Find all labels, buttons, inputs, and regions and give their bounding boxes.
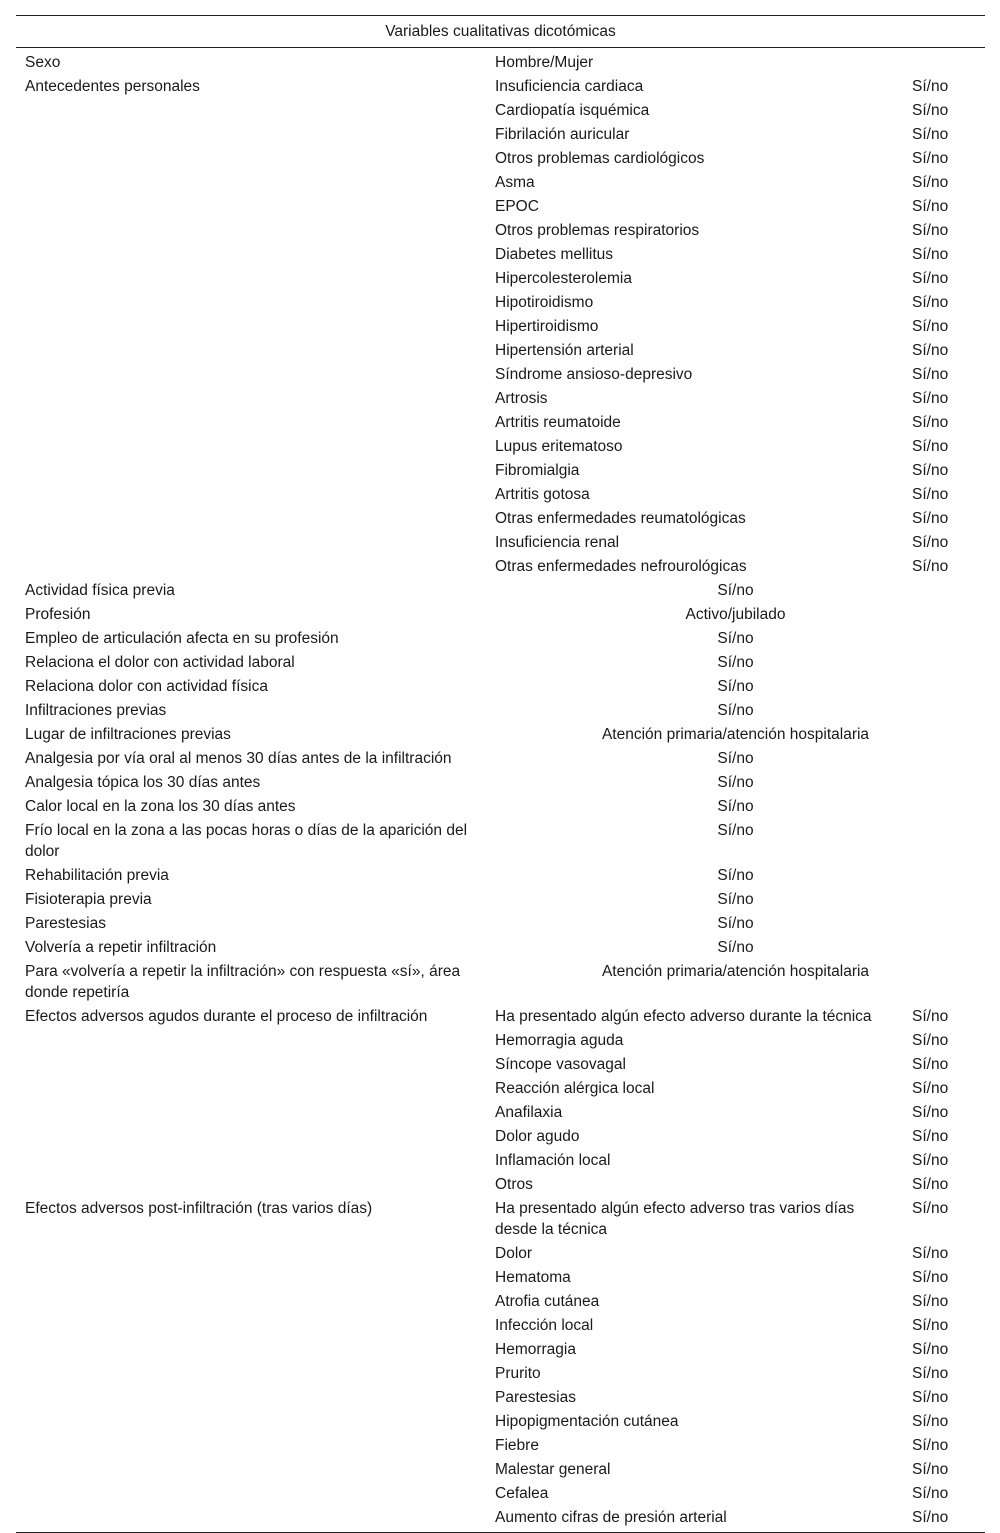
table-row [16,171,985,195]
variable-values-cell: Sí/no [912,1152,949,1169]
table-row [16,888,985,912]
table-row [16,1290,985,1314]
variable-subitem-cell: Dolor [495,1245,533,1262]
variable-values-cell: Activo/jubilado [685,606,786,623]
table-row [16,147,985,171]
variable-subitem-cell: Hipertiroidismo [495,318,599,335]
variable-name-cell: Fisioterapia previa [25,891,152,908]
variable-name-cell [16,195,486,219]
variable-name-cell [16,387,486,411]
table-row [16,1458,985,1482]
variable-name-cell: Para «volvería a repetir la infiltración» con respuesta «sí», área donde repetiría [25,963,461,1001]
variable-name-cell [16,1338,486,1362]
table-row [16,1101,985,1125]
variable-name-cell [16,1173,486,1197]
variable-subitem-cell: Inflamación local [495,1152,611,1169]
variable-values-cell: Sí/no [717,939,754,956]
variable-name-cell [16,219,486,243]
variable-subitem-cell: Otros problemas respiratorios [495,222,700,239]
table-row [16,99,985,123]
variable-subitem-cell: Síndrome ansioso-depresivo [495,366,693,383]
variable-name-cell [16,1410,486,1434]
variable-values-cell: Sí/no [912,102,949,119]
table-row [16,195,985,219]
table-row [16,819,985,864]
variable-values-cell: Sí/no [912,438,949,455]
table-row [16,795,985,819]
variable-values-cell: Sí/no [912,1056,949,1073]
variable-subitem-cell: Fibrilación auricular [495,126,630,143]
variables-table [16,15,985,1533]
variable-values-cell: Sí/no [912,1269,949,1286]
variable-values-cell: Sí/no [912,1389,949,1406]
variable-name-cell: Analgesia por vía oral al menos 30 días antes de la infiltración [25,750,452,767]
variable-name-cell [16,267,486,291]
variable-values-cell: Sí/no [717,654,754,671]
variable-values-cell: Atención primaria/atención hospitalaria [601,963,870,980]
table-row [16,771,985,795]
variable-values-cell: Sí/no [912,1461,949,1478]
variable-name-cell [16,531,486,555]
variable-name-cell [16,1386,486,1410]
variable-values-cell: Sí/no [912,1245,949,1262]
variable-values-cell: Sí/no [912,1509,949,1526]
variable-name-cell [16,1077,486,1101]
variable-subitem-cell: Asma [495,174,535,191]
variable-values-cell: Sí/no [912,1485,949,1502]
variable-subitem-cell: Ha presentado algún efecto adverso tras varios días desde la técnica [495,1200,855,1238]
variable-name-cell [16,171,486,195]
variable-name-cell [16,1506,486,1533]
variable-name-cell [16,243,486,267]
variable-subitem-cell: Fiebre [495,1437,539,1454]
variable-subitem-cell: Hipotiroidismo [495,294,594,311]
variable-name-cell: Relaciona dolor con actividad física [25,678,268,695]
table-row [16,1197,985,1242]
variable-values-cell: Sí/no [717,678,754,695]
table-row [16,507,985,531]
variable-values-cell: Sí/no [912,1008,949,1025]
table-row [16,1125,985,1149]
variable-name-cell [16,291,486,315]
variable-subitem-cell: Hemorragia aguda [495,1032,624,1049]
variable-name-cell [16,483,486,507]
table-row [16,1338,985,1362]
variable-values-cell: Sí/no [912,1128,949,1145]
table-row [16,48,985,75]
table-row [16,555,985,579]
table-row [16,291,985,315]
variable-values-cell: Sí/no [912,318,949,335]
variable-values-cell: Sí/no [912,342,949,359]
variable-name-cell: Parestesias [25,915,106,932]
table-row [16,1029,985,1053]
table-row [16,1242,985,1266]
table-row [16,1005,985,1029]
table-row [16,483,985,507]
variable-name-cell [16,555,486,579]
variable-values-cell: Sí/no [912,1341,949,1358]
table-row [16,1410,985,1434]
table-row [16,1434,985,1458]
table-row [16,1149,985,1173]
variable-name-cell [16,99,486,123]
variable-values-cell: Sí/no [912,126,949,143]
variable-name-cell: Infiltraciones previas [25,702,167,719]
variable-subitem-cell: Hipercolesterolemia [495,270,632,287]
variable-subitem-cell: Fibromialgia [495,462,580,479]
variable-values-cell: Sí/no [912,1317,949,1334]
variable-subitem-cell: Otras enfermedades nefrourológicas [495,558,747,575]
variable-name-cell: Efectos adversos agudos durante el proceso de infiltración [25,1008,428,1025]
variable-subitem-cell: Dolor agudo [495,1128,580,1145]
table-row [16,864,985,888]
variable-values-cell: Sí/no [912,366,949,383]
variable-values-cell: Sí/no [912,198,949,215]
variable-name-cell [16,339,486,363]
variable-name-cell: Volvería a repetir infiltración [25,939,217,956]
variable-name-cell [16,315,486,339]
variable-name-cell [16,435,486,459]
variable-values-cell: Sí/no [717,798,754,815]
variable-name-cell [16,1482,486,1506]
variable-subitem-cell: Cardiopatía isquémica [495,102,650,119]
table-row [16,339,985,363]
table-row [16,75,985,99]
variable-subitem-cell: Hematoma [495,1269,571,1286]
variable-name-cell [16,1149,486,1173]
variable-subitem-cell: Prurito [495,1365,541,1382]
variable-values-cell: Sí/no [717,774,754,791]
variable-values-cell: Sí/no [912,246,949,263]
variable-values-cell: Sí/no [912,78,949,95]
variable-subitem-cell: Insuficiencia renal [495,534,620,551]
variable-subitem-cell: Parestesias [495,1389,576,1406]
table-title: Variables cualitativas dicotómicas [16,16,985,48]
variable-name-cell: Lugar de infiltraciones previas [25,726,231,743]
variable-subitem-cell: Diabetes mellitus [495,246,614,263]
variable-values-cell: Sí/no [912,414,949,431]
variable-subitem-cell: Artritis reumatoide [495,414,621,431]
variable-subitem-cell: Otras enfermedades reumatológicas [495,510,746,527]
variable-values-cell: Sí/no [912,150,949,167]
variable-values-cell: Sí/no [912,1032,949,1049]
header-row [16,16,985,48]
variable-values-cell [904,48,985,75]
table-row [16,1266,985,1290]
variable-values-cell: Sí/no [717,822,754,839]
table-row [16,243,985,267]
variable-name-cell [16,363,486,387]
variable-name-cell [16,459,486,483]
variable-values-cell: Sí/no [912,1176,949,1193]
variable-subitem-cell: Ha presentado algún efecto adverso durante la técnica [495,1008,872,1025]
table-row [16,1053,985,1077]
variable-name-cell [16,1314,486,1338]
variable-values-cell: Sí/no [717,915,754,932]
variable-name-cell: Empleo de articulación afecta en su profesión [25,630,339,647]
variable-name-cell: Calor local en la zona los 30 días antes [25,798,296,815]
table-row [16,1386,985,1410]
table-row [16,651,985,675]
variable-name-cell [16,1101,486,1125]
variable-name-cell [16,1029,486,1053]
variable-values-cell: Sí/no [912,558,949,575]
variable-name-cell [16,1053,486,1077]
table-row [16,1077,985,1101]
variable-name-cell: Relaciona el dolor con actividad laboral [25,654,295,671]
variable-name-cell [16,147,486,171]
variable-values-cell: Atención primaria/atención hospitalaria [601,726,870,743]
variable-name-cell: Rehabilitación previa [25,867,169,884]
variable-name-cell: Antecedentes personales [25,78,200,95]
variable-subitem-cell: Otros [495,1176,533,1193]
table-row [16,219,985,243]
table-row [16,387,985,411]
variable-values-cell: Sí/no [912,1293,949,1310]
table-row [16,723,985,747]
variable-name-cell [16,1242,486,1266]
variable-values-cell: Sí/no [912,1080,949,1097]
variable-name-cell [16,123,486,147]
variable-subitem-cell: Otros problemas cardiológicos [495,150,705,167]
variable-name-cell [16,1266,486,1290]
table-row [16,1314,985,1338]
variable-subitem-cell: Artritis gotosa [495,486,590,503]
table-row [16,459,985,483]
variable-subitem-cell: Insuficiencia cardiaca [495,78,644,95]
variable-name-cell: Efectos adversos post-infiltración (tras varios días) [25,1200,373,1217]
table-row [16,1482,985,1506]
variable-name-cell: Actividad física previa [25,582,175,599]
variable-subitem-cell: Infección local [495,1317,594,1334]
variable-name-cell [16,1362,486,1386]
variable-subitem-cell: Atrofia cutánea [495,1293,600,1310]
variable-values-cell: Sí/no [912,270,949,287]
variable-subitem-cell: Síncope vasovagal [495,1056,626,1073]
table-row [16,531,985,555]
variable-name-cell: Analgesia tópica los 30 días antes [25,774,261,791]
table-row [16,363,985,387]
table-row [16,936,985,960]
table-row [16,912,985,936]
table-row [16,1173,985,1197]
variable-values-cell: Sí/no [717,702,754,719]
variable-name-cell [16,507,486,531]
variable-name-cell [16,411,486,435]
variable-values-cell: Sí/no [717,891,754,908]
variable-name-cell: Profesión [25,606,91,623]
variable-subitem-cell: Hemorragia [495,1341,576,1358]
variable-subitem-cell: EPOC [495,198,539,215]
table-row [16,1362,985,1386]
table-row [16,603,985,627]
variable-values-cell: Sí/no [717,750,754,767]
variable-values-cell: Sí/no [912,462,949,479]
variable-values-cell: Sí/no [912,486,949,503]
variable-values-cell: Sí/no [717,867,754,884]
variable-subitem-cell: Aumento cifras de presión arterial [495,1509,727,1526]
table-body [16,48,985,1533]
variable-values-cell: Sí/no [912,294,949,311]
table-row [16,123,985,147]
variable-subitem-cell: Malestar general [495,1461,611,1478]
table-row [16,960,985,1005]
table-row [16,747,985,771]
variable-subitem-cell: Artrosis [495,390,548,407]
variable-values-cell: Sí/no [912,510,949,527]
variable-values-cell: Sí/no [912,1413,949,1430]
variable-subitem-cell: Anafilaxia [495,1104,563,1121]
variable-values-cell: Sí/no [912,1104,949,1121]
table-row [16,411,985,435]
variable-values-cell: Sí/no [912,1437,949,1454]
table-row [16,315,985,339]
variable-values-cell: Sí/no [912,174,949,191]
variable-values-cell: Sí/no [912,222,949,239]
variable-values-cell: Sí/no [912,390,949,407]
variable-subitem-cell: Hipertensión arterial [495,342,634,359]
variable-name-cell [16,1125,486,1149]
variable-subitem-cell: Hombre/Mujer [495,54,594,71]
variable-subitem-cell: Lupus eritematoso [495,438,623,455]
variable-values-cell: Sí/no [717,582,754,599]
variable-name-cell [16,1290,486,1314]
variable-name-cell [16,1434,486,1458]
table-row [16,267,985,291]
table-row [16,627,985,651]
variable-subitem-cell: Cefalea [495,1485,549,1502]
variable-name-cell [16,1458,486,1482]
table-row [16,1506,985,1533]
variable-values-cell: Sí/no [912,1200,949,1217]
table-row [16,675,985,699]
variable-values-cell: Sí/no [912,1365,949,1382]
table-row [16,435,985,459]
variable-values-cell: Sí/no [912,534,949,551]
table-header [16,16,985,48]
table-row [16,699,985,723]
variable-name-cell: Sexo [25,54,61,71]
variable-name-cell: Frío local en la zona a las pocas horas o días de la aparición del dolor [25,822,468,860]
variable-values-cell: Sí/no [717,630,754,647]
variable-subitem-cell: Reacción alérgica local [495,1080,655,1097]
table-row [16,579,985,603]
variable-subitem-cell: Hipopigmentación cutánea [495,1413,679,1430]
